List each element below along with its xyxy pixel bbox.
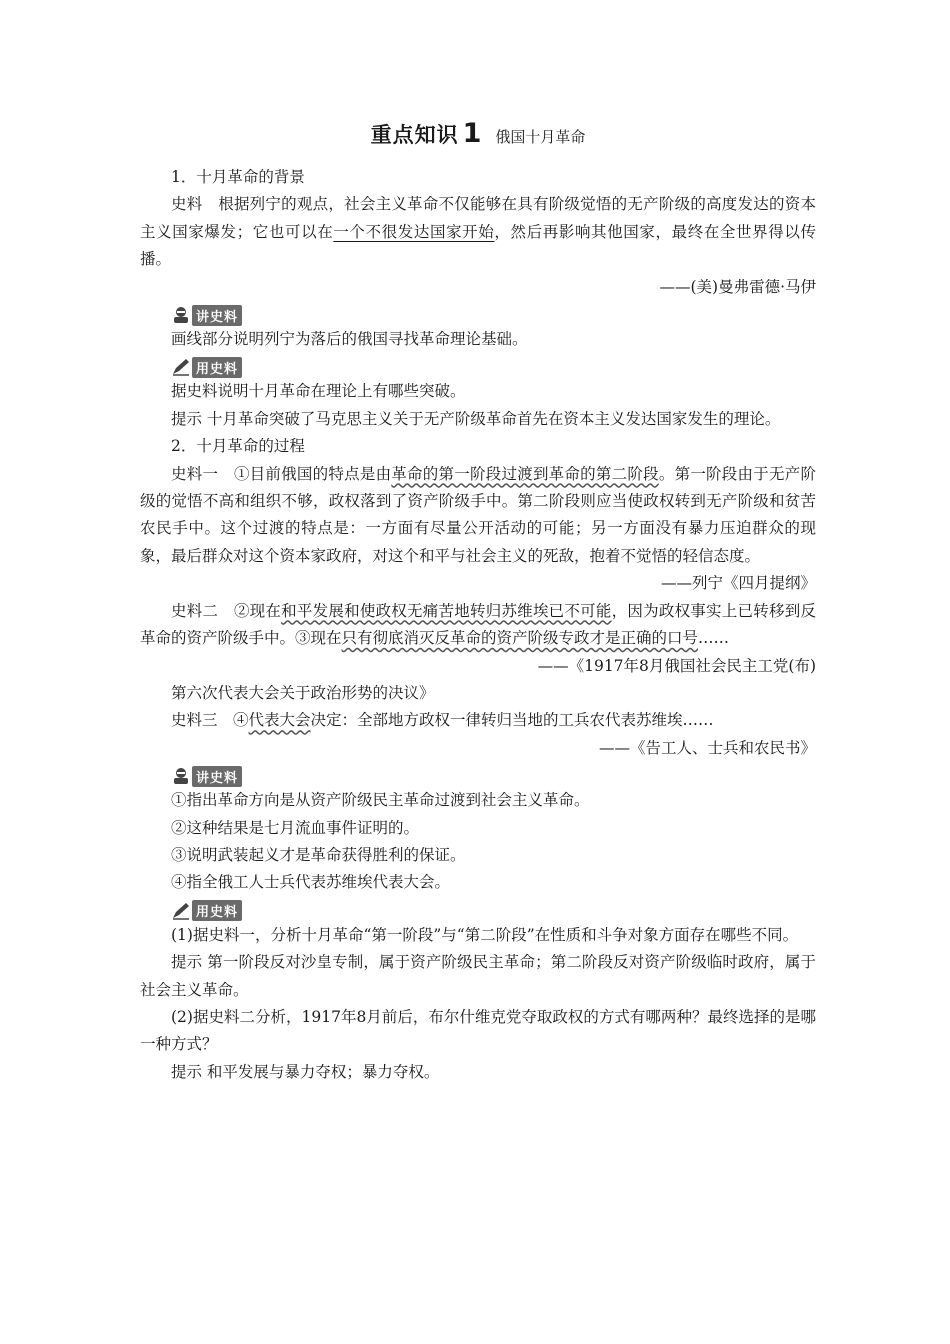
note-4: ④指全俄工人士兵代表苏维埃代表大会。 — [171, 873, 451, 892]
hint-2-2: 提示 和平发展与暴力夺权；暴力夺权。 — [171, 1062, 440, 1081]
material-2: 史料二 ②现在和平发展和使政权无痛苦地转归苏维埃已不可能，因为政权事实上已转移到反革命的资产阶级手中。③现在只有彻底消灭反革命的资产阶级专政才是正确的口号…… — [140, 601, 816, 648]
note-2: ②这种结果是七月流血事件证明的。 — [171, 818, 420, 837]
jiang-text-1: 画线部分说明列宁为落后的俄国寻找革命理论基础。 — [171, 330, 528, 349]
question-2-2: (2)据史料二分析，1917年8月前后，布尔什维克党夺取政权的方式有哪两种？最终选择的是哪一种方式？ — [140, 1007, 816, 1054]
material-2-source-line1: ——《1917年8月俄国社会民主工党(布) — [537, 656, 816, 675]
heading-background: 1．十月革命的背景 — [171, 168, 305, 186]
yong-shiliao-badge — [170, 356, 816, 378]
pen-icon — [170, 357, 192, 377]
question-2-1: (1)据史料一，分析十月革命“第一阶段”与“第二阶段”在性质和斗争对象方面存在哪些不同。 — [171, 925, 799, 944]
material-2-source-line2: 第六次代表大会关于政治形势的决议》 — [171, 683, 435, 702]
note-3: ③说明武装起义才是革命获得胜利的保证。 — [171, 845, 466, 864]
section-title — [140, 118, 816, 154]
jiang-shiliao-badge — [170, 304, 816, 326]
teacher-icon — [170, 766, 192, 786]
yong-label: 用史料 — [192, 357, 242, 378]
teacher-icon — [170, 305, 192, 325]
material-3: 史料三 ④代表大会决定：全部地方政权一律转归当地的工兵农代表苏维埃…… — [171, 711, 714, 730]
yong-label: 用史料 — [192, 900, 242, 921]
source-citation: ——(美)曼弗雷德·马伊 — [659, 277, 816, 296]
title-main: 重点知识 — [370, 123, 459, 147]
wavy-phrase: 和平发展和使政权无痛苦地转归苏维埃已不可能 — [281, 601, 612, 620]
hint-1: 提示 十月革命突破了马克思主义关于无产阶级革命首先在资本主义发达国家发生的理论。 — [171, 409, 781, 428]
jiang-label: 讲史料 — [192, 305, 242, 326]
heading-process: 2．十月革命的过程 — [171, 437, 305, 456]
title-number: 1 — [462, 118, 482, 149]
jiang-shiliao-badge — [170, 765, 816, 787]
material-1: 史料一 ①目前俄国的特点是由革命的第一阶段过渡到革命的第二阶段。第一阶段由于无产阶级的觉悟不高和组织不够，政权落到了资产阶级手中。第二阶段则应当使政权转到无产阶级和贫苦农民手中。这个过渡的特点是：一方面有尽量公开活动的可能；另一方面没有暴力压迫群众的现象，最后群众对这个资本家政府，对这个和平与社会主义的死敌，抱着不觉悟的轻信态度。 — [140, 464, 816, 565]
pen-icon — [170, 901, 192, 921]
title-subtitle: 俄国十月革命 — [495, 128, 586, 146]
yong-shiliao-badge — [170, 900, 816, 922]
wavy-phrase: 代表大会 — [248, 711, 311, 730]
wavy-phrase: 只有彻底消灭反革命的资产阶级专政才是正确的口号 — [341, 629, 699, 648]
note-1: ①指出革命方向是从资产阶级民主革命过渡到社会主义革命。 — [171, 791, 590, 810]
question-1: 据史料说明十月革命在理论上有哪些突破。 — [171, 382, 466, 401]
material-1-source: ——列宁《四月提纲》 — [660, 574, 816, 593]
wavy-phrase: 革命的第一阶段过渡到革命的第二阶段 — [391, 464, 659, 483]
source-paragraph-1: 史料 根据列宁的观点，社会主义革命不仅能够在具有阶级觉悟的无产阶级的高度发达的资本主义国家爆发；它也可以在一个不很发达国家开始，然后再影响其他国家，最终在全世界得以传播。 — [140, 195, 816, 269]
hint-2-1: 提示 第一阶段反对沙皇专制，属于资产阶级民主革命；第二阶段反对资产阶级临时政府，属于社会主义革命。 — [140, 953, 816, 999]
material-3-source: ——《告工人、士兵和农民书》 — [598, 738, 816, 757]
page — [140, 118, 816, 1086]
jiang-label: 讲史料 — [192, 766, 242, 787]
underlined-phrase: 一个不很发达国家开始 — [333, 222, 495, 241]
